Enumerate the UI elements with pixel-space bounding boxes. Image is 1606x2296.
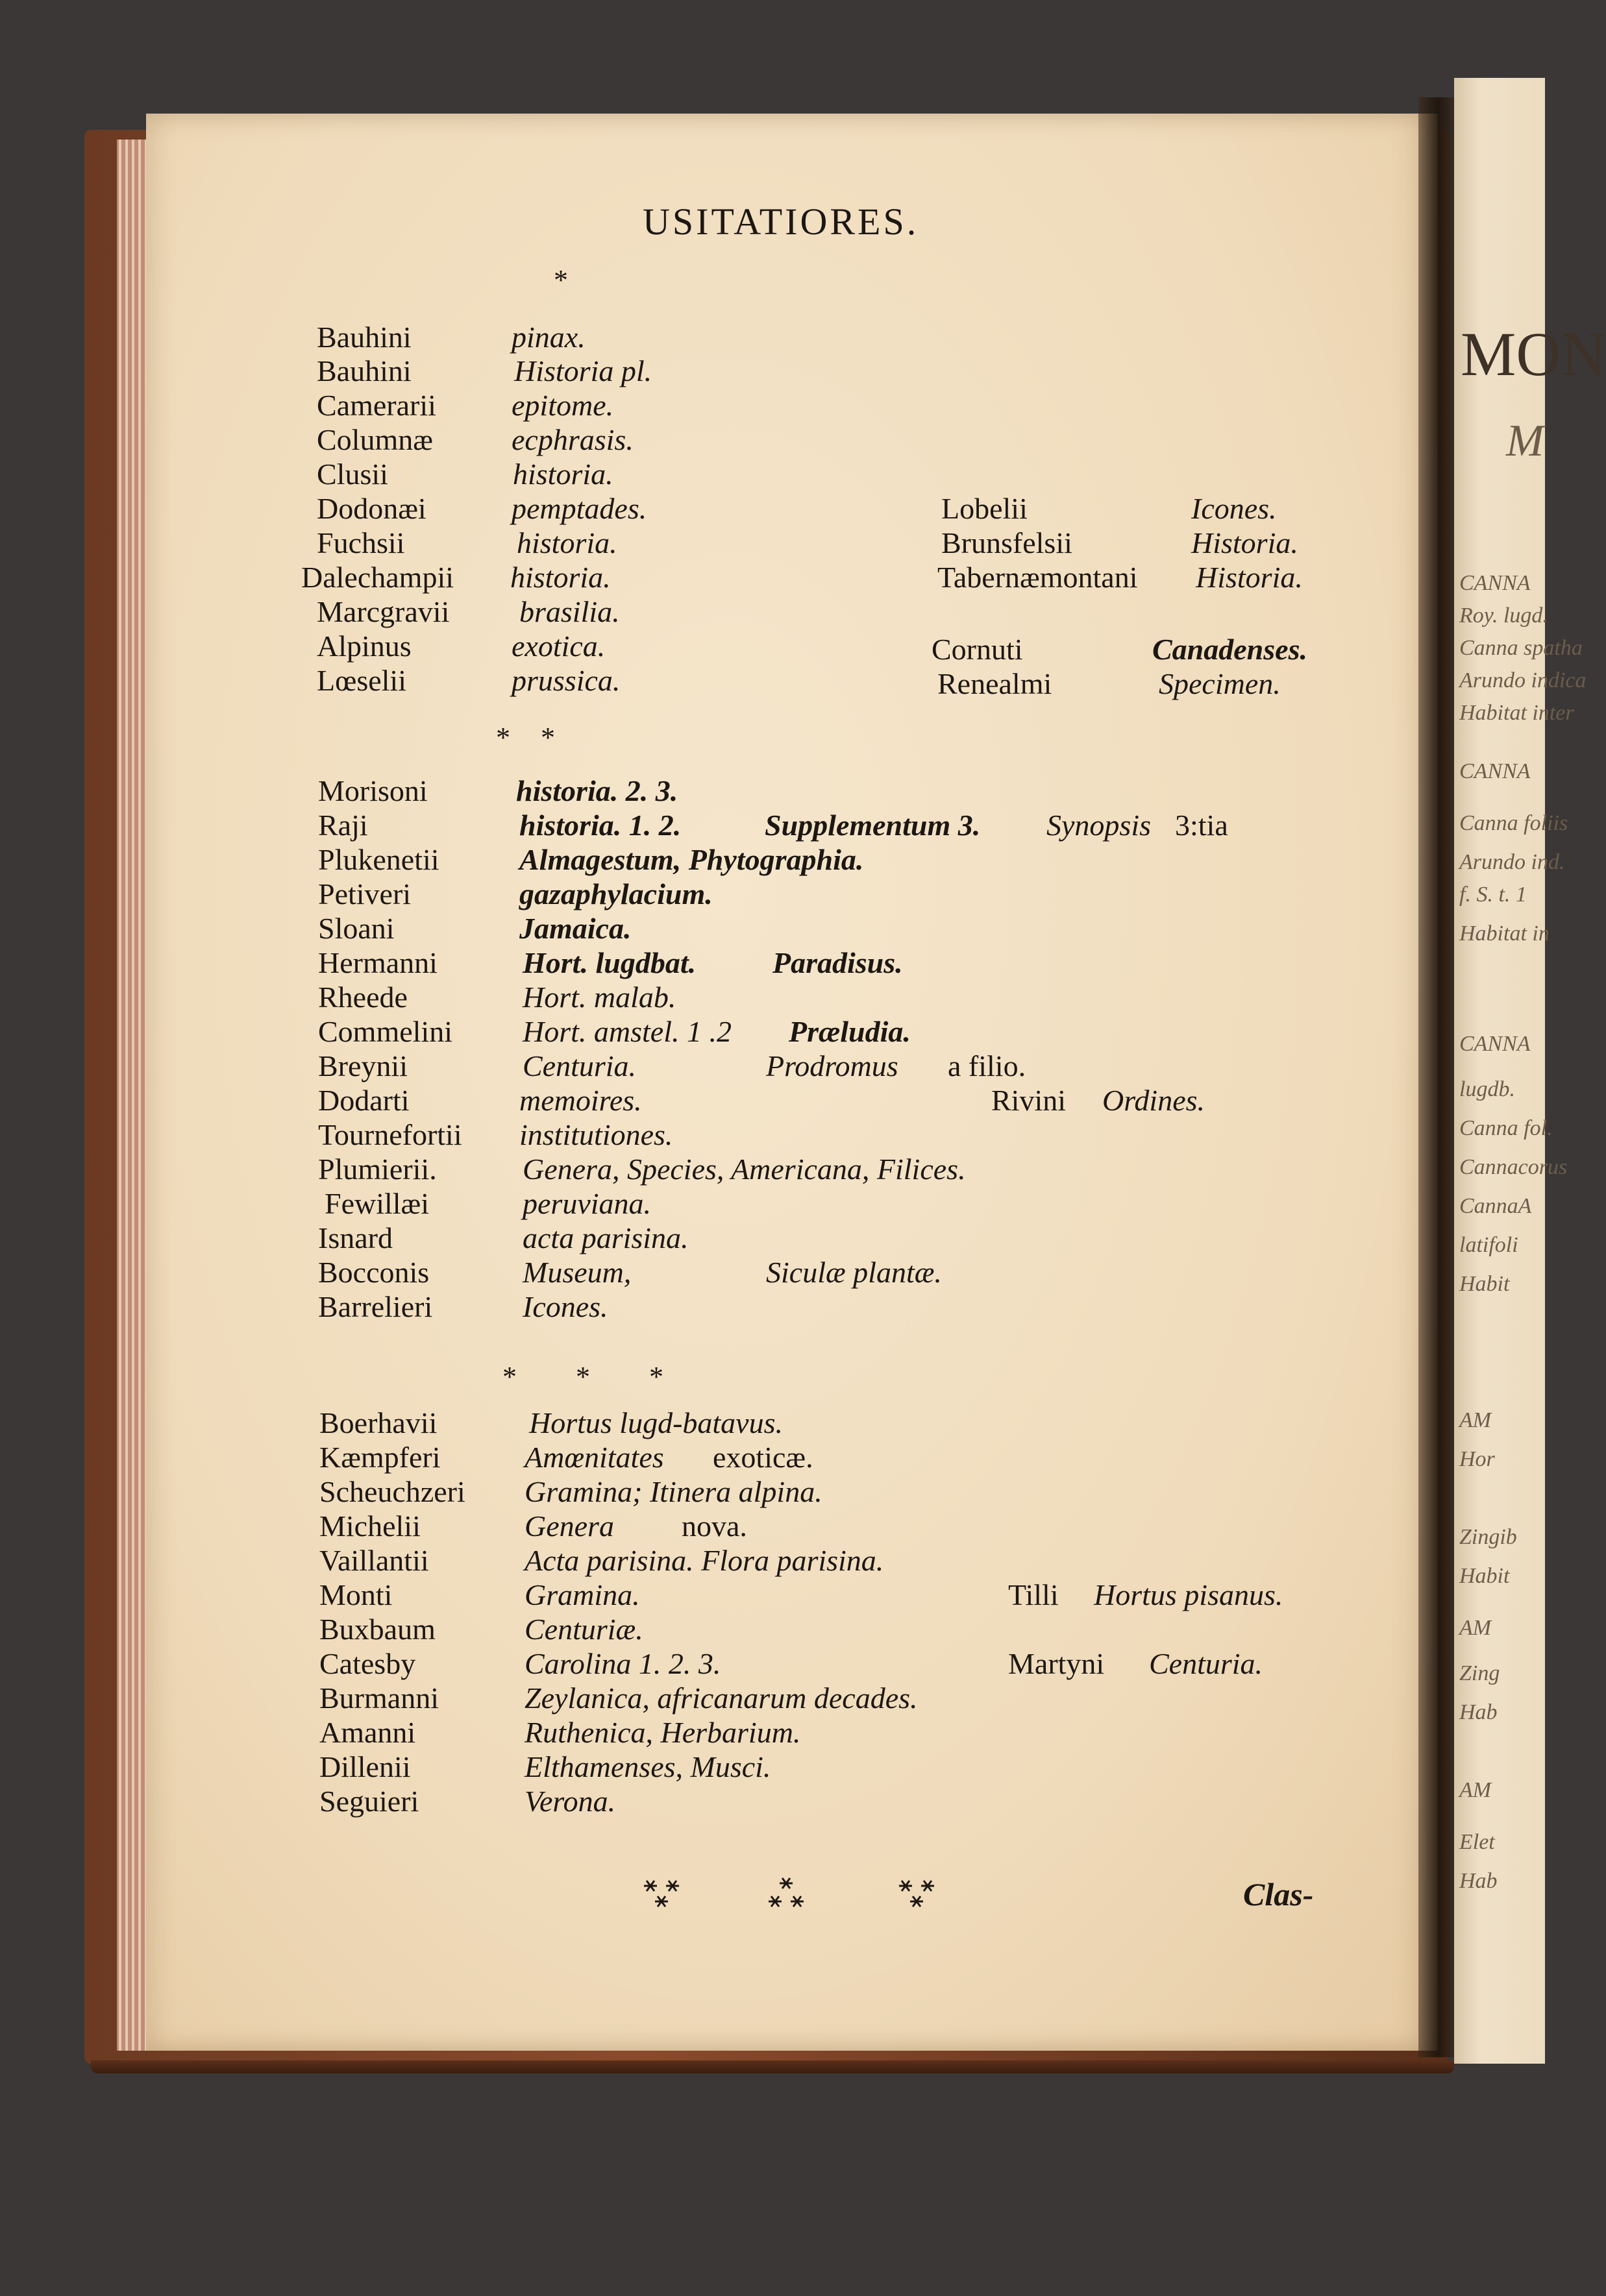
facing-page-text: Roy. lugd. <box>1459 604 1548 628</box>
author-name: Lobelii <box>941 492 1028 525</box>
facing-page-text: CANNA <box>1459 759 1531 783</box>
work-title: Gramina; Itinera alpina. <box>525 1475 822 1508</box>
author-name: Bauhini <box>317 321 412 354</box>
facing-page-text: Habitat in <box>1459 922 1550 946</box>
author-name: Catesby <box>319 1647 416 1680</box>
work-title: pinax. <box>512 321 586 354</box>
author-name: Cornuti <box>932 633 1023 666</box>
facing-page-text: Hor <box>1459 1447 1495 1471</box>
author-name: Tabernæmontani <box>937 561 1138 594</box>
facing-page-text: Arundo ind. <box>1459 850 1565 874</box>
author-name: Dillenii <box>319 1750 411 1783</box>
section-marker: * * * <box>502 1361 689 1393</box>
work-title: Amœnitates <box>525 1441 664 1474</box>
author-name: Renealmi <box>937 667 1052 700</box>
author-name: Breynii <box>318 1049 408 1082</box>
work-title: Genera <box>525 1509 614 1543</box>
author-name: Martyni <box>1008 1647 1105 1680</box>
author-name: Bauhini <box>317 354 412 387</box>
facing-page-text: AM <box>1459 1616 1492 1640</box>
author-name: Camerarii <box>317 389 436 422</box>
work-title: Verona. <box>525 1785 616 1818</box>
author-name: Rheede <box>318 981 408 1014</box>
author-name: Columnæ <box>317 423 433 456</box>
facing-page-text: AM <box>1459 1408 1492 1432</box>
book-bottom-edge <box>91 2060 1454 2073</box>
work-title: peruviana. <box>523 1187 652 1220</box>
work-title: Specimen. <box>1159 667 1281 700</box>
work-title: Genera, Species, Americana, Filices. <box>523 1153 966 1186</box>
facing-page-text: Habit <box>1459 1272 1510 1296</box>
work-title: Historia. <box>1191 526 1298 559</box>
work-title: Acta parisina. Flora parisina. <box>525 1544 884 1577</box>
work-title: Jamaica. <box>519 912 632 945</box>
work-title: exoticæ. <box>713 1441 813 1474</box>
author-name: Dodonæi <box>317 492 426 525</box>
work-title: Hort. malab. <box>523 981 676 1014</box>
book-gutter <box>1418 97 1457 2057</box>
work-title: Centuriæ. <box>525 1613 643 1646</box>
work-title: Supplementum 3. <box>765 809 981 842</box>
work-title: Centuria. <box>523 1049 637 1082</box>
author-name: Plumierii. <box>318 1153 437 1186</box>
facing-page-text: lugdb. <box>1459 1077 1515 1101</box>
author-name: Rivini <box>991 1084 1067 1117</box>
work-title: Almagestum, Phytographia. <box>519 843 864 876</box>
facing-page-text: f. S. t. 1 <box>1459 883 1527 907</box>
work-title: gazaphylacium. <box>519 877 713 910</box>
facing-page-fragment <box>1454 78 1606 2064</box>
work-title: Ruthenica, Herbarium. <box>525 1716 801 1749</box>
ornament-stars <box>636 1869 974 1921</box>
author-name: Kæmpferi <box>319 1441 441 1474</box>
work-title: Hort. lugdbat. <box>523 946 697 979</box>
author-name: Sloani <box>318 912 395 945</box>
work-title: epitome. <box>512 389 614 422</box>
facing-page-text: M <box>1506 416 1544 466</box>
author-name: Hermanni <box>318 946 438 979</box>
facing-page-text: Hab <box>1459 1700 1498 1724</box>
page-edge <box>117 140 148 2051</box>
work-title: Siculæ plantæ. <box>766 1256 942 1289</box>
author-name: Barrelieri <box>318 1290 433 1323</box>
section-marker: * * <box>496 722 567 753</box>
work-title: Paradisus. <box>772 946 903 979</box>
author-name: Marcgravii <box>317 595 450 628</box>
work-title: Icones. <box>523 1290 608 1323</box>
facing-page-text: CANNA <box>1459 571 1531 595</box>
author-name: Raji <box>318 809 368 842</box>
facing-page-text: Canna foliis <box>1459 811 1568 835</box>
author-name: Brunsfelsii <box>941 526 1072 559</box>
facing-page-text: Cannacorus <box>1459 1155 1568 1179</box>
catchword: Clas- <box>1243 1876 1314 1912</box>
author-name: Monti <box>319 1578 393 1611</box>
facing-page-text: Habit <box>1459 1564 1510 1588</box>
work-title: acta parisina. <box>523 1221 689 1254</box>
work-title: memoires. <box>519 1084 642 1117</box>
facing-page-text: Elet <box>1459 1830 1495 1854</box>
author-name: Isnard <box>318 1221 393 1254</box>
work-title: nova. <box>682 1509 747 1543</box>
work-title: historia. <box>510 561 611 594</box>
work-title: historia. <box>517 526 617 559</box>
work-title: Hort. amstel. 1 .2 <box>523 1015 732 1048</box>
work-title: Icones. <box>1191 492 1277 525</box>
facing-page-text: latifoli <box>1459 1233 1518 1257</box>
work-title: Ordines. <box>1102 1084 1205 1117</box>
author-name: Dalechampii <box>301 561 454 594</box>
work-title: Prodromus <box>766 1049 898 1082</box>
work-title: Historia pl. <box>514 354 652 387</box>
work-title: Elthamenses, Musci. <box>525 1750 771 1783</box>
work-title: historia. 1. 2. <box>519 809 682 842</box>
author-name: Commelini <box>318 1015 452 1048</box>
work-title: Synopsis <box>1046 809 1151 842</box>
handwritten-note: 3:tia <box>1175 809 1228 842</box>
author-name: Boerhavii <box>319 1406 438 1439</box>
work-title: Canadenses. <box>1152 633 1307 666</box>
work-title: Museum, <box>523 1256 632 1289</box>
facing-page-text: AM <box>1459 1778 1492 1802</box>
page-heading: USITATIORES. <box>643 201 919 243</box>
author-name: Seguieri <box>319 1785 419 1818</box>
work-title: Præludia. <box>789 1015 911 1048</box>
facing-page-text: Habitat inter <box>1459 701 1574 725</box>
facing-page-text: CANNA <box>1459 1032 1531 1056</box>
work-title: Hortus pisanus. <box>1094 1578 1283 1611</box>
author-name: Fewillæi <box>325 1187 430 1220</box>
author-name: Tournefortii <box>318 1118 462 1151</box>
author-name: Tilli <box>1008 1578 1059 1611</box>
facing-page-text: CannaA <box>1459 1194 1532 1218</box>
work-title: ecphrasis. <box>512 423 634 456</box>
author-name: Scheuchzeri <box>319 1475 465 1508</box>
facing-page-text: Hab <box>1459 1869 1498 1893</box>
work-title: historia. 2. 3. <box>516 774 678 807</box>
facing-page-text: Zing <box>1459 1661 1500 1685</box>
work-title: exotica. <box>512 629 606 663</box>
work-title: Zeylanica, africanarum decades. <box>525 1681 918 1715</box>
work-title: prussica. <box>512 664 621 697</box>
facing-page-title: MON <box>1461 319 1606 389</box>
work-title: Centuria. <box>1149 1647 1263 1680</box>
section-marker: * <box>554 264 568 296</box>
work-title: pemptades. <box>512 492 647 525</box>
author-name: Bocconis <box>318 1256 430 1289</box>
author-name: Clusii <box>317 458 388 491</box>
work-title: Gramina. <box>525 1578 640 1611</box>
work-title: institutiones. <box>519 1118 673 1151</box>
facing-page-text: Canna spatha <box>1459 636 1583 660</box>
author-name: Buxbaum <box>319 1613 436 1646</box>
author-name: Plukenetii <box>318 843 439 876</box>
facing-page-text: Zingib <box>1459 1525 1517 1549</box>
author-name: Alpinus <box>317 629 412 663</box>
author-name: Morisoni <box>318 774 428 807</box>
facing-page-text: Canna fol. <box>1459 1116 1553 1140</box>
work-title: Hortus lugd-batavus. <box>529 1406 783 1439</box>
work-title: brasilia. <box>519 595 620 628</box>
facing-page-text: Arundo indica <box>1459 668 1587 692</box>
author-name: Fuchsii <box>317 526 405 559</box>
author-name: Dodarti <box>318 1084 410 1117</box>
work-title: Carolina 1. 2. 3. <box>525 1647 721 1680</box>
author-name: Lœselii <box>317 664 406 697</box>
author-name: Burmanni <box>319 1681 439 1715</box>
work-title: historia. <box>513 458 613 491</box>
author-name: Petiveri <box>318 877 412 910</box>
author-name: Michelii <box>319 1509 421 1543</box>
author-name: Amanni <box>319 1716 416 1749</box>
work-title: Historia. <box>1196 561 1303 594</box>
work-note: a filio. <box>948 1049 1026 1082</box>
author-name: Vaillantii <box>319 1544 429 1577</box>
